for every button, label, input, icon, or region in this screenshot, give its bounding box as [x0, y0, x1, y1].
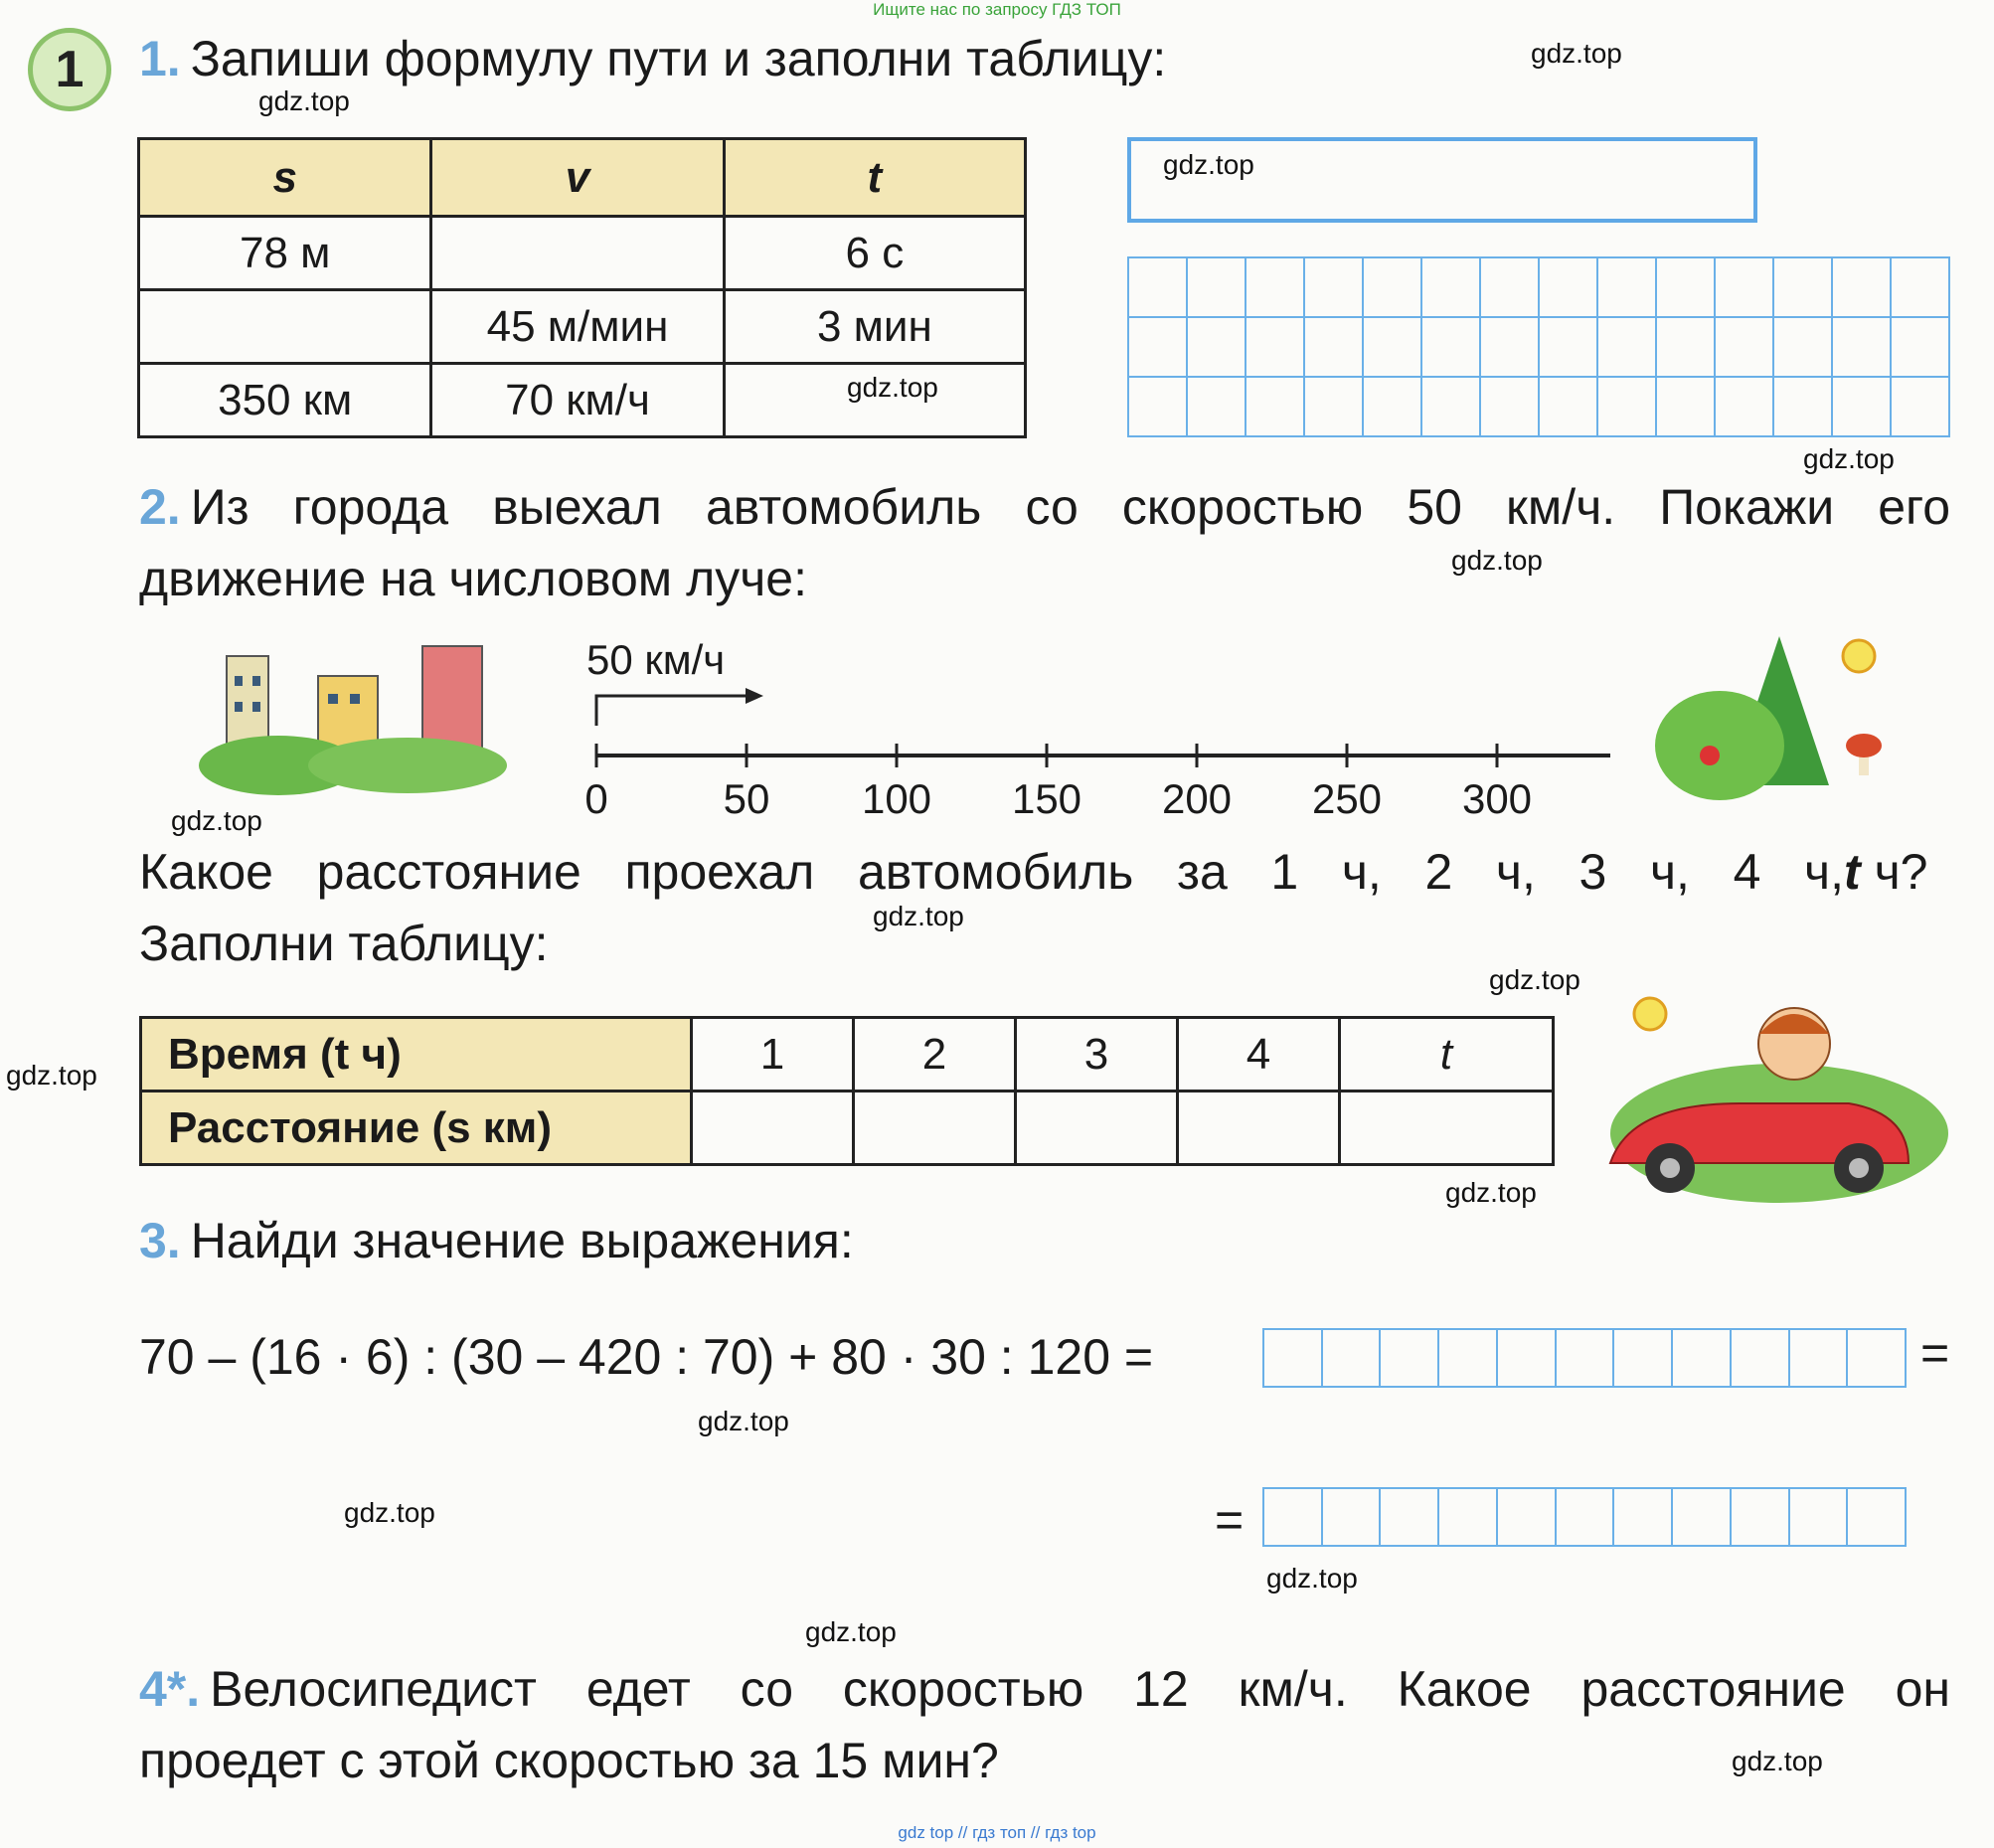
top-search-note: Ищите нас по запросу ГДЗ ТОП: [873, 0, 1121, 19]
time-cell: 4: [1178, 1018, 1340, 1092]
watermark: gdz.top: [698, 1406, 789, 1436]
ray-tick-label: 300: [1461, 775, 1533, 822]
task1-cell: 3 мин: [724, 290, 1025, 364]
ray-speed-label: 50 км/ч: [586, 636, 726, 683]
task1-heading: [139, 24, 1166, 93]
task1-cell: 70 км/ч: [431, 364, 724, 437]
task1-cell[interactable]: [139, 290, 431, 364]
task2-table: [139, 1016, 1555, 1166]
task4-line1: 4*. Велосипедист едет со скоростью 12 км/ч. Какое расстояние он: [139, 1661, 1950, 1717]
task1-cell: 350 км: [139, 364, 431, 437]
task1-header-t: t: [724, 139, 1025, 217]
task1-header-s: s: [139, 139, 431, 217]
ray-speed-arrow: [596, 696, 746, 726]
ray-tick-label: 150: [1011, 775, 1082, 822]
expression-answer-cells-1[interactable]: [1262, 1328, 1907, 1388]
time-cell: 3: [1016, 1018, 1178, 1092]
watermark: gdz.top: [1163, 149, 1254, 180]
watermark: gdz.top: [1445, 1177, 1537, 1208]
task1-cell[interactable]: [431, 217, 724, 290]
ray-tick-label: 50: [723, 775, 770, 822]
watermark: gdz.top: [6, 1060, 97, 1091]
task1-text: Запиши формулу пути и заполни таблицу:: [190, 31, 1167, 86]
time-row-label: Время (t ч): [141, 1018, 692, 1092]
distance-row-label: Расстояние (s км): [141, 1092, 692, 1165]
page-number-badge: 1: [28, 28, 111, 111]
ray-tick-label: 0: [584, 775, 608, 822]
ray-tick-label: 100: [861, 775, 932, 822]
boy-car-illustration: [1590, 984, 1958, 1213]
number-ray: [586, 676, 1630, 775]
task1-cell: 78 м: [139, 217, 431, 290]
time-cell: 2: [854, 1018, 1016, 1092]
time-cell: 1: [692, 1018, 854, 1092]
task2-question: Какое расстояние проехал автомобиль за 1 ч, 2 ч, 3 ч, 4 ч,t ч?: [139, 844, 1928, 900]
task1-cell: 6 с: [724, 217, 1025, 290]
ray-tick-label: 200: [1161, 775, 1233, 822]
watermark: gdz.top: [1451, 545, 1543, 576]
watermark: gdz.top: [344, 1497, 435, 1528]
watermark: gdz.top: [171, 805, 262, 836]
watermark: gdz.top: [1803, 443, 1895, 474]
task2-line1: 2. Из города выехал автомобиль со скоростью 50 км/ч. Покажи его: [139, 479, 1950, 535]
task2-line2: движение на числовом луче:: [139, 551, 807, 606]
bottom-watermark-note: gdz top // гдз топ // гдз top: [898, 1823, 1096, 1842]
expression-answer-cells-2[interactable]: [1262, 1487, 1907, 1547]
task4-line2: проедет с этой скоростью за 15 мин?: [139, 1733, 999, 1788]
task1-number: 1.: [139, 31, 181, 86]
watermark: gdz.top: [805, 1616, 897, 1647]
distance-cell[interactable]: [1016, 1092, 1178, 1165]
distance-cell[interactable]: [1340, 1092, 1554, 1165]
task3-heading: 3. Найди значение выражения:: [139, 1213, 854, 1268]
city-illustration: [199, 636, 517, 795]
task3-number: 3.: [139, 1213, 181, 1268]
task1-header-v: v: [431, 139, 724, 217]
expression-equals-2: =: [1215, 1492, 1245, 1548]
ray-tick-label: 250: [1311, 775, 1383, 822]
watermark: gdz.top: [1732, 1746, 1823, 1776]
distance-cell[interactable]: [854, 1092, 1016, 1165]
time-cell: t: [1340, 1018, 1554, 1092]
task4-number: 4*.: [139, 1661, 201, 1717]
ray-arrowhead: [746, 688, 763, 704]
forest-illustration: [1650, 616, 1889, 805]
task1-work-grid[interactable]: [1127, 256, 1950, 437]
watermark: gdz.top: [1489, 964, 1580, 995]
distance-cell[interactable]: [1178, 1092, 1340, 1165]
task2-number: 2.: [139, 479, 181, 535]
watermark: gdz.top: [847, 372, 938, 403]
task3-expression: 70 – (16 · 6) : (30 – 420 : 70) + 80 · 30 : 120 =: [139, 1329, 1154, 1385]
expression-equals-1: =: [1920, 1325, 1950, 1381]
task2-fill-prompt: Заполни таблицу:: [139, 916, 549, 971]
watermark: gdz.top: [1531, 38, 1622, 69]
watermark: gdz.top: [1266, 1563, 1358, 1594]
distance-cell[interactable]: [692, 1092, 854, 1165]
task1-cell: 45 м/мин: [431, 290, 724, 364]
watermark: gdz.top: [258, 85, 350, 116]
watermark: gdz.top: [873, 901, 964, 931]
